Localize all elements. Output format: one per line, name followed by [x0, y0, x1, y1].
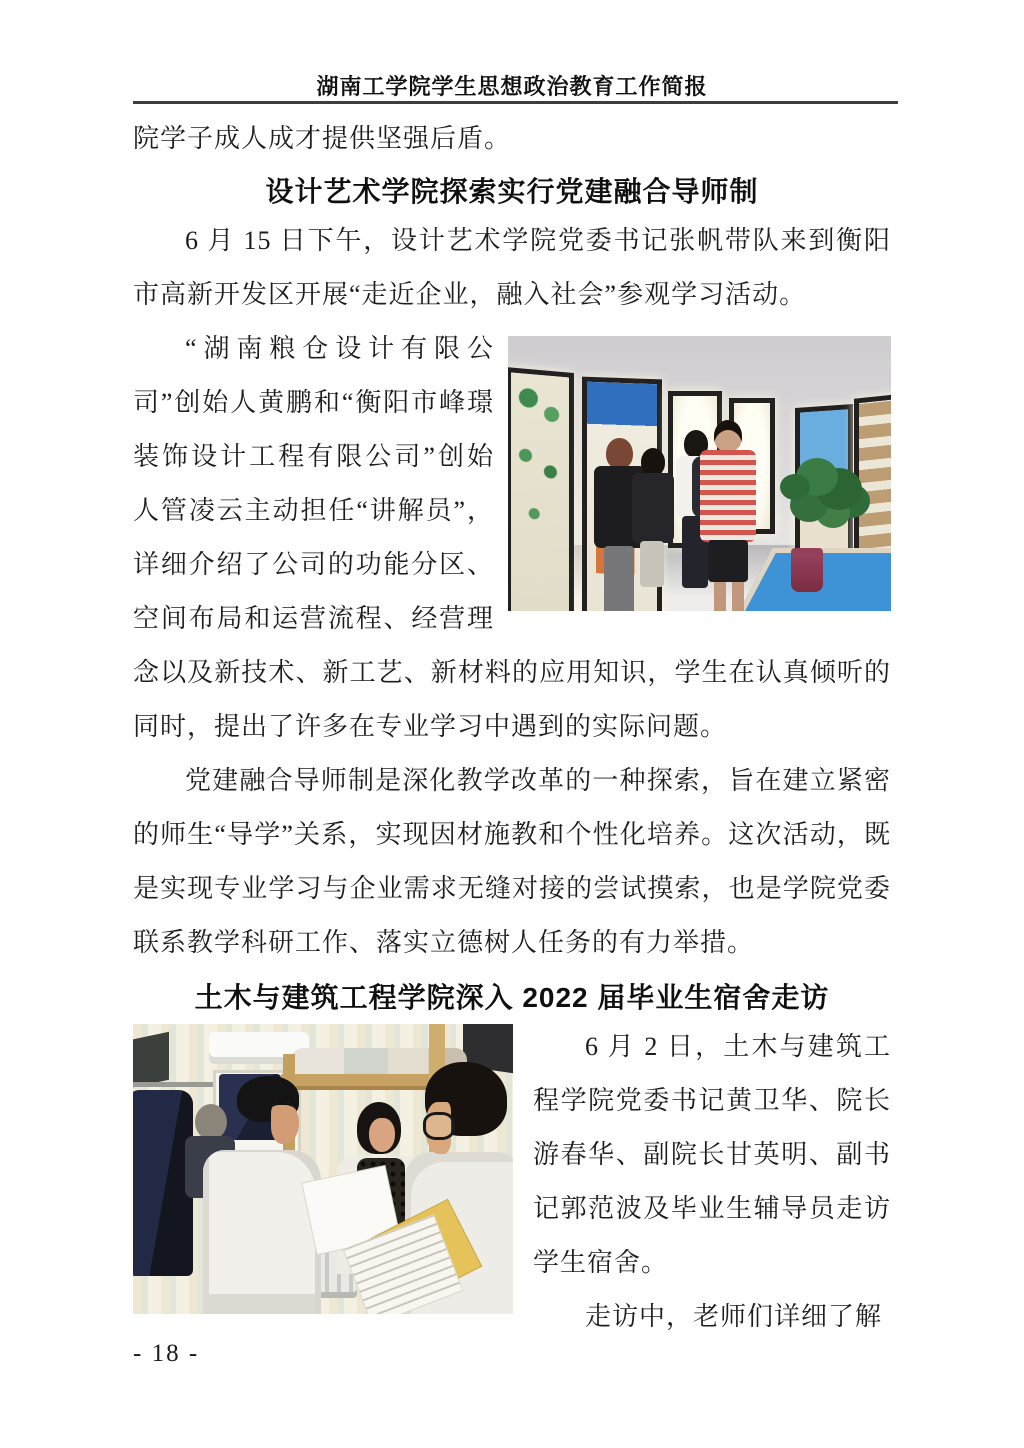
dormitory-visit-photo [133, 1024, 513, 1314]
page-number: - 18 - [133, 1340, 200, 1367]
wall-object [133, 1032, 169, 1089]
visitor-figure [195, 1104, 227, 1140]
article1-para1: 6 月 15 日下午，设计艺术学院党委书记张帆带队来到衡阳市高新开发区开展“走近企业，融入社会”参观学习活动。 [133, 226, 891, 309]
potted-plant [780, 474, 810, 500]
page-header-title: 湖南工学院学生思想政治教育工作简报 [316, 74, 708, 99]
article1-photo-section [133, 322, 891, 754]
header-rule [133, 101, 898, 104]
article1-para2: “湖南粮仓设计有限公司”创始人黄鹏和“衡阳市峰璟装饰设计工程有限公司”创始人管凌云主动担任“讲解员”，详细介绍了公司的功能分区、空间布局和运营流程、经营理念以及新技术、新工艺、新材料的应用知识，学生在认真倾听的同时，提出了许多在专业学习中遇到的实际问题。 [133, 334, 891, 741]
visitor-figure [632, 448, 674, 588]
student-figure [698, 420, 758, 611]
article1-para3: 党建融合导师制是深化教学改革的一种探索，旨在建立紧密的师生“导学”关系，实现因材施教和个性化培养。这次活动，既是实现专业学习与企业需求无缝对接的尝试摸索，也是学院党委联系教学科研工作、落实立德树人任务的有力举措。 [133, 766, 891, 957]
display-panel [508, 367, 574, 611]
intro-paragraph: 院学子成人成才提供坚强后盾。 [133, 124, 512, 153]
article2-para2: 走访中，老师们详细了解 [585, 1302, 883, 1331]
article1-title: 设计艺术学院探索实行党建融合导师制 [265, 176, 759, 207]
article2-title: 土木与建筑工程学院深入 2022 届毕业生宿舍走访 [194, 982, 830, 1013]
article2-photo-section [133, 1020, 891, 1344]
eyeglasses [423, 1112, 455, 1140]
plant-pot [791, 548, 823, 592]
page-body [133, 112, 891, 1344]
showroom-visit-photo [508, 336, 891, 611]
hanging-clothes [133, 1090, 193, 1276]
teacher-figure [203, 1150, 321, 1314]
article2-para1: 6 月 2 日，土木与建筑工程学院党委书记黄卫华、院长游春华、副院长甘英明、副书记郭范波及毕业生辅导员走访学生宿舍。 [533, 1032, 891, 1277]
